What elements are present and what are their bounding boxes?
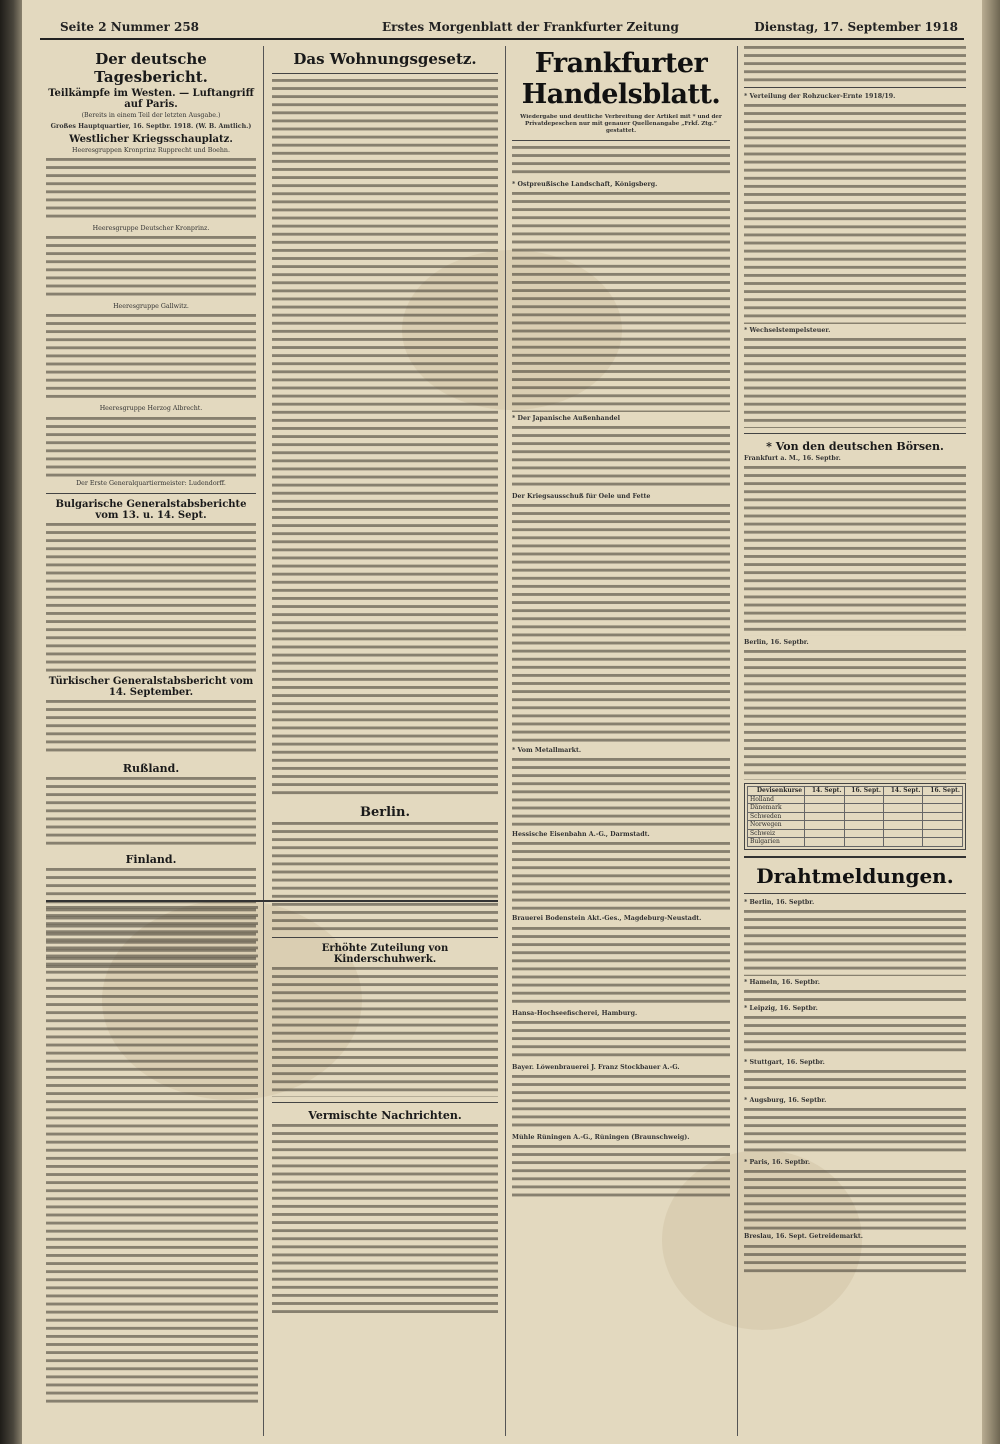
table-row (748, 829, 963, 838)
table-cell (923, 829, 963, 838)
body-text (512, 842, 730, 912)
table-cell (923, 838, 963, 847)
news-heading: * Berlin, 16. Septbr. (744, 898, 815, 906)
table-cell (805, 795, 844, 804)
body-text (744, 1070, 966, 1094)
article-subtitle: Teilkämpfe im Westen. — Luftangriff auf Paris. (48, 88, 254, 110)
body-text (744, 910, 966, 976)
body-text (744, 1245, 966, 1275)
table-cell (884, 804, 923, 813)
table-cell (805, 804, 844, 813)
signature: Der Erste Generalquartiermeister: Ludendorff. (76, 479, 226, 487)
table-cell (923, 804, 963, 813)
table-cell (884, 812, 923, 821)
divider (512, 140, 730, 141)
dateline: Großes Hauptquartier, 16. Septbr. 1918. (W. B. Amtlich.) (50, 123, 252, 131)
news-heading: Berlin, 16. Septbr. (744, 639, 809, 647)
table-header-cell: 16. Sept. (923, 787, 963, 796)
section-heading: Türkischer Generalstabsbericht vom 14. September. (48, 675, 254, 698)
reprint-notice: Wiedergabe und deutliche Verbreitung der Artikel mit * und der Privatdepeschen nur mit genauer Quellenangabe „Frkf. Ztg.“ gestattet. (520, 114, 722, 134)
body-text (512, 1145, 730, 1201)
body-text (744, 46, 966, 82)
body-text (512, 146, 730, 178)
column-rule (737, 46, 738, 1436)
table-cell (884, 821, 923, 830)
table-cell (844, 812, 883, 821)
table-cell (805, 821, 844, 830)
divider (744, 433, 966, 434)
column-markets (744, 46, 966, 1278)
table-cell (884, 795, 923, 804)
body-text (744, 466, 966, 636)
table-cell (884, 838, 923, 847)
news-heading: * Augsburg, 16. Septbr. (744, 1097, 827, 1105)
table-cell (844, 821, 883, 830)
table-cell: Schweden (748, 812, 805, 821)
table-cell (844, 795, 883, 804)
divider (46, 493, 256, 494)
table-cell (884, 829, 923, 838)
table-cell (844, 804, 883, 813)
table-cell: Norwegen (748, 821, 805, 830)
section-heading: Vermischte Nachrichten. (308, 1109, 462, 1122)
news-heading: * Paris, 16. Septbr. (744, 1159, 811, 1167)
army-group-heading: Heeresgruppe Herzog Albrecht. (99, 405, 203, 413)
news-heading: * Wechselstempelsteuer. (744, 327, 831, 335)
article-note: (Bereits in einem Teil der letzten Ausgabe.) (81, 112, 221, 119)
body-text (46, 314, 256, 402)
news-heading: * Verteilung der Rohzucker-Ernte 1918/19. (744, 93, 896, 100)
body-text (744, 338, 966, 428)
table-row (748, 795, 963, 804)
news-heading: Breslau, 16. Sept. Getreidemarkt. (744, 1233, 863, 1241)
body-text (744, 1108, 966, 1156)
news-heading: Mühle Rüningen A.-G., Rüningen (Braunschweig). (512, 1133, 690, 1141)
news-heading: * Vom Metallmarkt. (512, 747, 582, 755)
column-business (512, 46, 730, 1204)
table-row (748, 812, 963, 821)
newspaper-name: Erstes Morgenblatt der Frankfurter Zeitung (382, 20, 679, 34)
table-cell (844, 838, 883, 847)
table-header-cell: 14. Sept. (805, 787, 844, 796)
section-heading: Drahtmeldungen. (756, 863, 954, 888)
body-text (46, 236, 256, 300)
body-text (744, 1170, 966, 1230)
page-edge (982, 0, 1000, 1444)
army-group-heading: Heeresgruppen Kronprinz Rupprecht und Boehn. (72, 147, 230, 155)
news-heading: * Hameln, 16. Septbr. (744, 978, 820, 986)
body-text (272, 79, 498, 799)
news-heading: Brauerei Bodenstein Akt.-Ges., Magdeburg-Neustadt. (512, 915, 702, 923)
table-cell (805, 829, 844, 838)
body-text (744, 1016, 966, 1056)
table-cell (923, 812, 963, 821)
news-heading: Bayer. Löwenbrauerei J. Franz Stockbauer A.-G. (512, 1063, 680, 1071)
divider (744, 856, 966, 858)
table-cell: Dänemark (748, 804, 805, 813)
body-text (744, 104, 966, 324)
table-row (748, 838, 963, 847)
body-text (46, 158, 256, 222)
body-text (512, 758, 730, 828)
army-group-heading: Heeresgruppe Gallwitz. (113, 303, 189, 311)
section-heading: Rußland. (122, 761, 180, 775)
article-title: Der deutsche Tagesbericht. (94, 50, 208, 86)
body-text (512, 504, 730, 744)
table-cell (844, 829, 883, 838)
body-text (512, 1021, 730, 1061)
page-number: Seite 2 Nummer 258 (60, 20, 200, 34)
news-heading: Der Kriegsausschuß für Oele und Fette (512, 493, 651, 501)
section-heading: Berlin. (360, 805, 410, 820)
body-text (512, 927, 730, 1007)
table-cell: Holland (748, 795, 805, 804)
table-row (748, 804, 963, 813)
table-row (748, 821, 963, 830)
issue-date: Dienstag, 17. September 1918 (754, 20, 958, 34)
table-cell: Schweiz (748, 829, 805, 838)
table-cell (805, 838, 844, 847)
table-cell (805, 812, 844, 821)
news-heading: * Stuttgart, 16. Septbr. (744, 1059, 825, 1067)
table-header-cell: Devisenkurse (748, 787, 805, 796)
business-masthead: Frankfurter Handelsblatt. (521, 48, 721, 110)
section-heading: Bulgarische Generalstabsberichte vom 13. u. 14. Sept. (55, 498, 247, 521)
body-text (46, 417, 256, 477)
news-heading: * Leipzig, 16. Septbr. (744, 1005, 818, 1013)
body-text (46, 700, 256, 756)
column-war-report (46, 46, 256, 971)
page-header (40, 16, 964, 40)
body-text (744, 650, 966, 780)
table-cell: Bulgarien (748, 838, 805, 847)
table-header-cell: 14. Sept. (884, 787, 923, 796)
body-text (512, 1075, 730, 1131)
body-text (512, 426, 730, 490)
news-heading: Frankfurt a. M., 16. Septbr. (744, 455, 841, 463)
section-heading: Finland. (125, 852, 177, 866)
divider (272, 73, 498, 74)
article-title: Das Wohnungsgesetz. (293, 50, 477, 68)
book-binding (0, 0, 22, 1444)
body-text (46, 777, 256, 847)
column-rule (505, 46, 506, 1436)
news-heading: * Ostpreußische Landschaft, Königsberg. (512, 181, 658, 188)
divider (744, 87, 966, 88)
body-text (46, 523, 256, 673)
table-header-cell: 16. Sept. (844, 787, 883, 796)
divider (744, 893, 966, 894)
section-heading: * Von den deutschen Börsen. (766, 440, 944, 454)
table-cell (923, 821, 963, 830)
table-cell (923, 795, 963, 804)
exchange-rate-table (744, 783, 966, 850)
section-heading: Erhöhte Zuteilung von Kinderschuhwerk. (321, 943, 449, 965)
body-text (512, 192, 730, 412)
body-text (46, 906, 258, 1406)
army-group-heading: Heeresgruppe Deutscher Kronprinz. (92, 225, 210, 233)
body-text (744, 990, 966, 1002)
section-heading: Westlicher Kriegsschauplatz. (69, 134, 233, 146)
news-heading: Hansa-Hochseefischerei, Hamburg. (512, 1009, 638, 1017)
continuation-feuilleton (46, 900, 498, 1409)
news-heading: * Der Japanische Außenhandel (512, 415, 621, 423)
news-heading: Hessische Eisenbahn A.-G., Darmstadt. (512, 831, 650, 839)
